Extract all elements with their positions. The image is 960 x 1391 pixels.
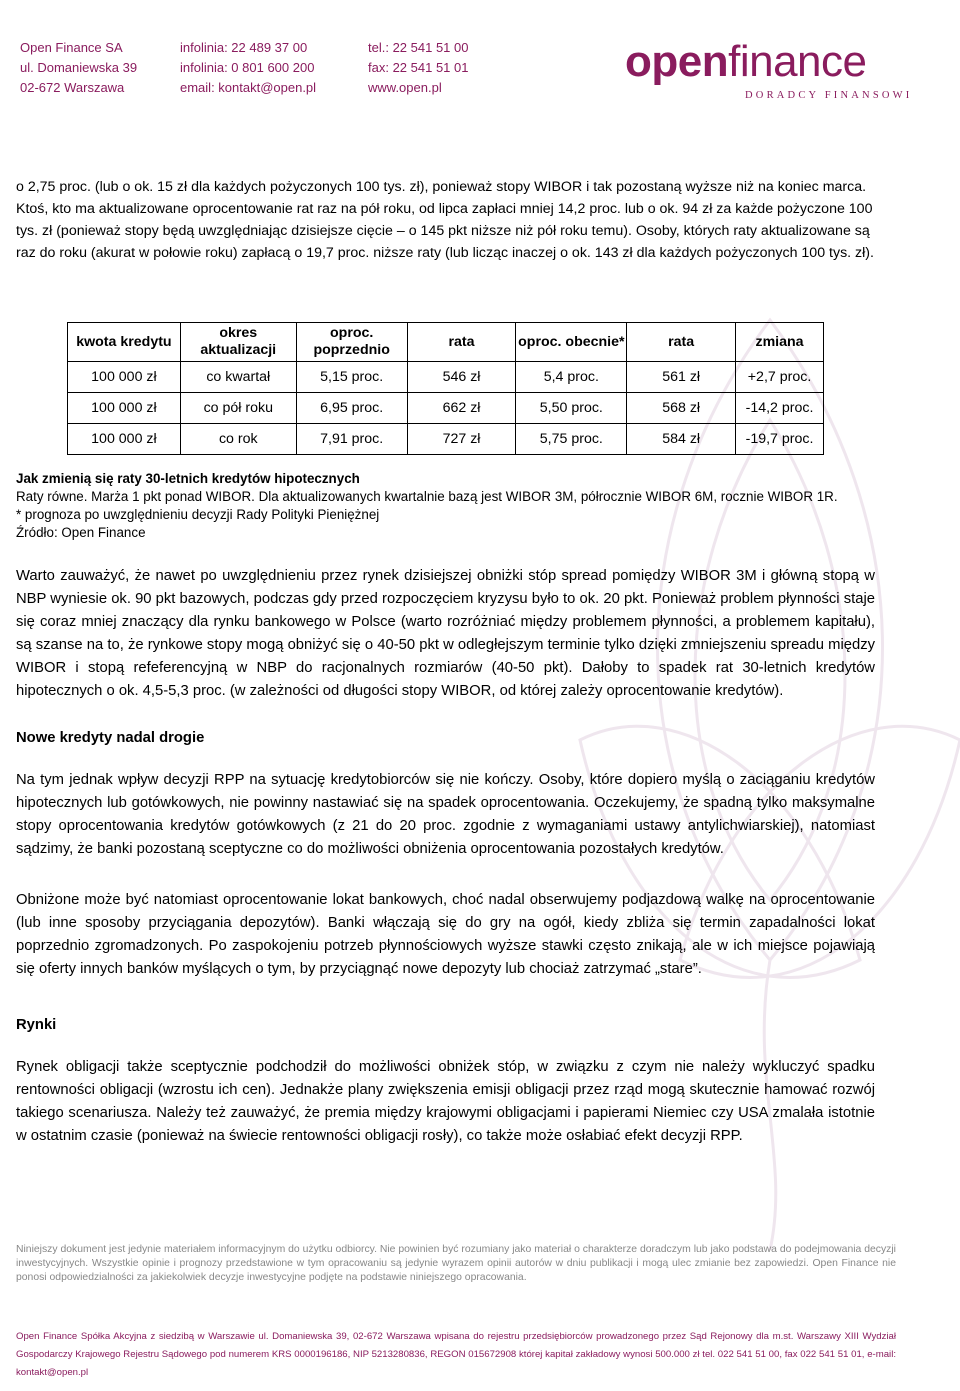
cell-new-rate: 5,4 proc. xyxy=(516,362,627,393)
heading-markets: Rynki xyxy=(16,1017,57,1033)
table-row xyxy=(68,362,824,393)
intro-paragraph: o 2,75 proc. (lub o ok. 15 zł dla każdych pożyczonych 100 tys. zł), ponieważ stopy WIBOR i tak pozostaną wyższe niż na koniec marca. Ktoś, kto ma aktualizowane oprocentowanie rat raz na pół roku, od lipca zapłaci mniej 14,2 proc. lub o ok. 94 zł za każde pożyczone 100 tys. zł (ponieważ stopy będą uwzględniając dzisiejsze cięcie – o 145 pkt niższe niż pół roku temu). Osoby, których raty aktualizowane są raz do roku (akurat w połowie roku) zapłacą o 19,7 proc. niższe raty (lub licząc inaczej o ok. 143 zł dla każdych pożyczonych 100 tys. zł). xyxy=(16,179,874,261)
col-header-period: okres aktualizacji xyxy=(180,323,296,362)
company-footer: Open Finance Spółka Akcyjna z siedzibą w Warszawie ul. Domaniewska 39, 02-672 Warszawa wpisana do rejestru przedsiębiorców prowadzonego przez Sąd Rejonowy dla m.st. Warszawy XIII Wydział Gospodarczy Krajowego Rejestru Sądowego pod numerem KRS 0000196186, NIP 5213280836, REGON 015672908 której kapitał zakładowy wynosi 500.000 zł tel. 022 541 51 00, fax 022 541 51 01, e-mail: kontakt@open.pl xyxy=(16,1331,896,1378)
phone: tel.: 22 541 51 00 xyxy=(368,40,469,55)
paragraph-markets: Rynek obligacji także sceptycznie podchodził do możliwości obniżek stóp, w związku z czym nie należy wykluczyć spadku rentowności obligacji (wzrostu ich cen). Jednakże plany zwiększenia emisji obligacji przez rząd mogą skutecznie hamować rozwój takiego scenariusza. Należy też zauważyć, że premia między krajowymi obligacjami i papierami Niemiec czy USA zmalała istotnie w ostatnim czasie (ponieważ na świecie rentowności obligacji rosły), co także może osłabiać efekt decyzji RPP. xyxy=(16,1059,875,1144)
logo-wordmark xyxy=(625,36,867,88)
table-notes xyxy=(16,470,916,542)
heading-new-loans: Nowe kredyty nadal drogie xyxy=(16,730,205,746)
table-caption: Jak zmienią się raty 30-letnich kredytów hipotecznych xyxy=(16,471,360,486)
table-row xyxy=(68,393,824,424)
cell-prev-rate: 6,95 proc. xyxy=(296,393,407,424)
table-note-assumptions: Raty równe. Marża 1 pkt ponad WIBOR. Dla aktualizowanych kwartalnie bazą jest WIBOR 3M, półrocznie WIBOR 6M, rocznie WIBOR 1R. xyxy=(16,489,838,504)
cell-new-installment: 584 zł xyxy=(627,424,736,455)
cell-amount: 100 000 zł xyxy=(68,424,181,455)
cell-new-installment: 568 zł xyxy=(627,393,736,424)
cell-new-rate: 5,75 proc. xyxy=(516,424,627,455)
logo-word-bold: open xyxy=(625,37,729,86)
header-company-col xyxy=(20,38,137,98)
cell-change: +2,7 proc. xyxy=(736,362,824,393)
hotline-2: infolinia: 0 801 600 200 xyxy=(180,60,315,75)
cell-amount: 100 000 zł xyxy=(68,393,181,424)
paragraph-deposits: Obniżone może być natomiast oprocentowanie lokat bankowych, choć nadal obserwujemy podjazdową walkę na oprocentowanie (lub inne sposoby przyciągania depozytów). Banki włączają się do gry na ogół, kiedy zbliża się termin zapadalności lokat poprzednio zgromadzonych. Po zaspokojeniu potrzeb płynnościowych wyższe stawki często znikają, ale w ich miejsce pojawiają się oferty innych banków myślących o tym, by przyciągnąć nowe depozyty lub chociaż zatrzymać „stare”. xyxy=(16,892,875,977)
col-header-new-installment: rata xyxy=(627,323,736,362)
cell-period: co rok xyxy=(180,424,296,455)
table-header-row xyxy=(68,323,824,362)
col-header-amount: kwota kredytu xyxy=(68,323,181,362)
col-header-prev-installment: rata xyxy=(407,323,516,362)
logo-word-light: finance xyxy=(728,37,867,86)
col-header-change: zmiana xyxy=(736,323,824,362)
website-link[interactable]: www.open.pl xyxy=(368,80,442,95)
disclaimer: Niniejszy dokument jest jedynie materiałem informacyjnym do użytku odbiorcy. Nie powinien być rozumiany jako materiał o charakterze doradczym lub jako podstawa do podejmowania decyzji inwestycyjnych. Wszystkie opinie i prognozy przedstawione w tym opracowaniu są jedynie wyrazem opinii autorów w dniu publikacji i mogą ulec zmianie bez zapowiedzi. Open Finance nie ponosi odpowiedzialności za jakiekolwiek decyzje inwestycyjne podjęte na podstawie niniejszego opracowania. xyxy=(16,1244,896,1283)
fax: fax: 22 541 51 01 xyxy=(368,60,469,75)
cell-new-installment: 561 zł xyxy=(627,362,736,393)
cell-prev-rate: 5,15 proc. xyxy=(296,362,407,393)
logo-tagline: DORADCY FINANSOWI xyxy=(745,90,913,101)
cell-period: co pół roku xyxy=(180,393,296,424)
cell-change: -19,7 proc. xyxy=(736,424,824,455)
rates-table xyxy=(67,322,824,455)
company-street: ul. Domaniewska 39 xyxy=(20,60,138,75)
header-phone-col xyxy=(368,38,468,98)
table-row xyxy=(68,424,824,455)
cell-amount: 100 000 zł xyxy=(68,362,181,393)
company-name: Open Finance SA xyxy=(20,40,123,55)
cell-new-rate: 5,50 proc. xyxy=(516,393,627,424)
open-finance-logo xyxy=(625,36,913,106)
paragraph-new-loans: Na tym jednak wpływ decyzji RPP na sytuację kredytobiorców się nie kończy. Osoby, które dopiero myślą o zaciąganiu kredytów hipotecznych lub gotówkowych, nie powinny nastawiać się na spadek oprocentowania. Oczekujemy, że spadną tylko maksymalne stopy oprocentowania kredytów gotówkowych (z 21 do 20 proc. zgodnie z wymaganiami ustawy antylichwiarskiej), natomiast sądzimy, że banki pozostaną sceptyczne co do możliwości obniżenia oprocentowania pozostałych kredytów. xyxy=(16,772,875,857)
header-hotline-col xyxy=(180,38,316,98)
cell-change: -14,2 proc. xyxy=(736,393,824,424)
cell-prev-installment: 546 zł xyxy=(407,362,516,393)
cell-prev-installment: 727 zł xyxy=(407,424,516,455)
table-note-forecast: * prognoza po uwzględnieniu decyzji Rady Polityki Pieniężnej xyxy=(16,507,380,522)
company-city: 02-672 Warszawa xyxy=(20,80,125,95)
table-note-source: Źródło: Open Finance xyxy=(16,525,146,540)
cell-prev-installment: 662 zł xyxy=(407,393,516,424)
paragraph-spread: Warto zauważyć, że nawet po uwzględnieniu przez rynek dzisiejszej obniżki stóp spread pomiędzy WIBOR 3M i główną stopą w NBP wyniesie ok. 90 pkt bazowych, podczas gdy przed rozpoczęciem kryzysu było to ok. 20 pkt. Ponieważ problem płynności staje się coraz mniej znaczący dla rynku bankowego w Polsce (warto rozróżniać między problemem płynności, a problemem kapitału), są szanse na to, że rynkowe stopy mogą obniżyć się o 40-50 pkt w odległejszym terminie tylko dzięki zmniejszeniu spreadu między WIBOR i stopą refeferencyjną w NBP do racjonalnych rozmiarów (40-50 pkt). Dałoby to spadek rat 30-letnich kredytów hipotecznych o ok. 4,5-5,3 proc. (w zależności od długości stopy WIBOR, od której zależy oprocentowanie kredytów). xyxy=(16,568,875,699)
hotline-1: infolinia: 22 489 37 00 xyxy=(180,40,308,55)
col-header-prev-rate: oproc. poprzednio xyxy=(296,323,407,362)
col-header-new-rate: oproc. obecnie* xyxy=(516,323,627,362)
cell-prev-rate: 7,91 proc. xyxy=(296,424,407,455)
cell-period: co kwartał xyxy=(180,362,296,393)
email-link[interactable]: email: kontakt@open.pl xyxy=(180,80,317,95)
